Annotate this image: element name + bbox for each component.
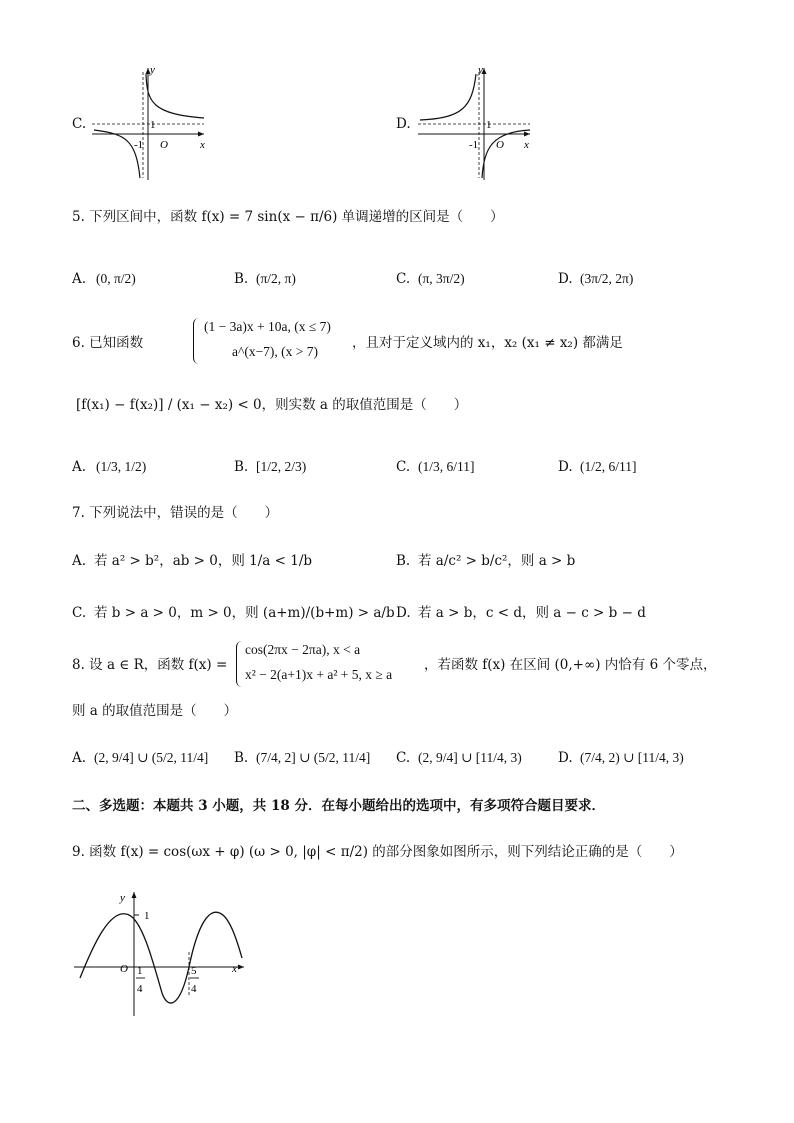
q4d-neg-one-label: -1 (469, 139, 479, 151)
q6-option-a-label: A. (72, 459, 87, 475)
q8-option-a-label: A. (72, 750, 87, 766)
q6-option-b-text: [1/2, 2/3) (256, 459, 307, 474)
q4-option-d-label: D. (396, 116, 411, 132)
q8-option-b-label: B. (234, 750, 249, 766)
q5-option-c-label: C. (396, 271, 411, 287)
q5-option-a-text: (0, π/2) (96, 271, 136, 286)
q9-tick2-num: 5 (191, 965, 197, 977)
q8-stem-suffix: ，若函数 f(x) 在区间 (0,+∞) 内恰有 6 个零点， (424, 657, 717, 673)
q6-option-b-label: B. (234, 459, 249, 475)
q4c-x-label: x (200, 139, 205, 151)
q5-option-b-text: (π/2, π) (256, 271, 296, 286)
q9-one-label: 1 (144, 910, 150, 922)
q4d-x-label: x (524, 139, 529, 151)
q7-option-a-label: A. (72, 553, 87, 569)
q8-option-a-text: (2, 9/4] ∪ (5/2, 11/4] (94, 750, 209, 765)
q9-graph (72, 888, 252, 1020)
q6-option-a-text: (1/3, 1/2) (96, 459, 147, 474)
q4-option-c-label: C. (72, 116, 87, 132)
q4c-origin-label: O (160, 139, 168, 151)
q9-tick1-den: 4 (137, 983, 143, 995)
q8-piece-2: x² − 2(a+1)x + a² + 5, x ≥ a (245, 667, 393, 682)
q4c-neg-one-label: -1 (134, 139, 144, 151)
q6-stem-prefix: 6. 已知函数 (72, 335, 144, 351)
q8-option-d-text: (7/4, 2) ∪ [11/4, 3) (580, 750, 684, 765)
q8-piece-1: cos(2πx − 2πa), x < a (245, 642, 361, 657)
q7-option-d-text: 若 a > b，c < d，则 a − c > b − d (418, 605, 646, 621)
q7-stem: 7. 下列说法中，错误的是（ ） (72, 505, 279, 521)
q8-option-c-label: C. (396, 750, 411, 766)
q5-stem: 5. 下列区间中，函数 f(x) = 7 sin(x − π/6) 单调递增的区间是（ ） (72, 209, 504, 225)
section-2-heading: 二、多选题：本题共 3 小题，共 18 分．在每小题给出的选项中，有多项符合题目要求． (72, 798, 605, 814)
q9-cosine-curve (80, 912, 242, 1003)
q7-option-a-text: 若 a² > b²，ab > 0，则 1/a < 1/b (94, 553, 313, 569)
q8-option-c-text: (2, 9/4] ∪ [11/4, 3) (418, 750, 522, 765)
q4d-one-label: 1 (486, 119, 492, 131)
q4d-y-label: y (478, 64, 483, 76)
q4c-one-label: 1 (150, 119, 156, 131)
q4-graph-c (86, 62, 211, 182)
q6-option-d-label: D. (558, 459, 573, 475)
q9-tick1-num: 1 (137, 965, 143, 977)
q6-stem-suffix: ，且对于定义域内的 x₁，x₂ (x₁ ≠ x₂) 都满足 (352, 335, 623, 351)
q4c-y-label: y (150, 64, 155, 76)
q7-option-b-text: 若 a/c² > b/c²，则 a > b (418, 553, 576, 569)
q6-piecewise-brace (193, 318, 202, 364)
q7-option-c-label: C. (72, 605, 87, 621)
q5-option-a-label: A. (72, 271, 87, 287)
q5-option-c-text: (π, 3π/2) (418, 271, 465, 286)
q5-option-d-text: (3π/2, 2π) (580, 271, 634, 286)
q9-origin-label: O (120, 963, 128, 975)
q6-piece-2: a^(x−7), (x > 7) (232, 344, 319, 359)
q7-option-d-label: D. (396, 605, 411, 621)
q6-condition: [f(x₁) − f(x₂)] / (x₁ − x₂) < 0，则实数 a 的取值范围是（ ） (76, 397, 468, 413)
q5-option-b-label: B. (234, 271, 249, 287)
q8-option-d-label: D. (558, 750, 573, 766)
q8-option-b-text: (7/4, 2] ∪ (5/2, 11/4] (256, 750, 371, 765)
q8-piecewise-brace (236, 641, 245, 687)
q6-piece-1: (1 − 3a)x + 10a, (x ≤ 7) (204, 319, 331, 334)
q6-option-d-text: (1/2, 6/11] (580, 459, 637, 474)
q6-option-c-label: C. (396, 459, 411, 475)
q9-stem: 9. 函数 f(x) = cos(ωx + φ) (ω > 0, |φ| < π/2) 的部分图象如图所示，则下列结论正确的是（ ） (72, 844, 683, 860)
q8-stem-prefix: 8. 设 a ∈ R，函数 f(x) = (72, 657, 228, 673)
q7-option-b-label: B. (396, 553, 411, 569)
q4-graph-d (412, 62, 537, 182)
q9-tick2-den: 4 (191, 983, 197, 995)
q8-stem-line2: 则 a 的取值范围是（ ） (72, 703, 238, 719)
q7-option-c-text: 若 b > a > 0，m > 0，则 (a+m)/(b+m) > a/b (94, 605, 395, 621)
q9-x-label: x (232, 963, 237, 975)
q4d-origin-label: O (496, 139, 504, 151)
q5-option-d-label: D. (558, 271, 573, 287)
q9-y-label: y (120, 892, 125, 904)
q6-option-c-text: (1/3, 6/11] (418, 459, 475, 474)
